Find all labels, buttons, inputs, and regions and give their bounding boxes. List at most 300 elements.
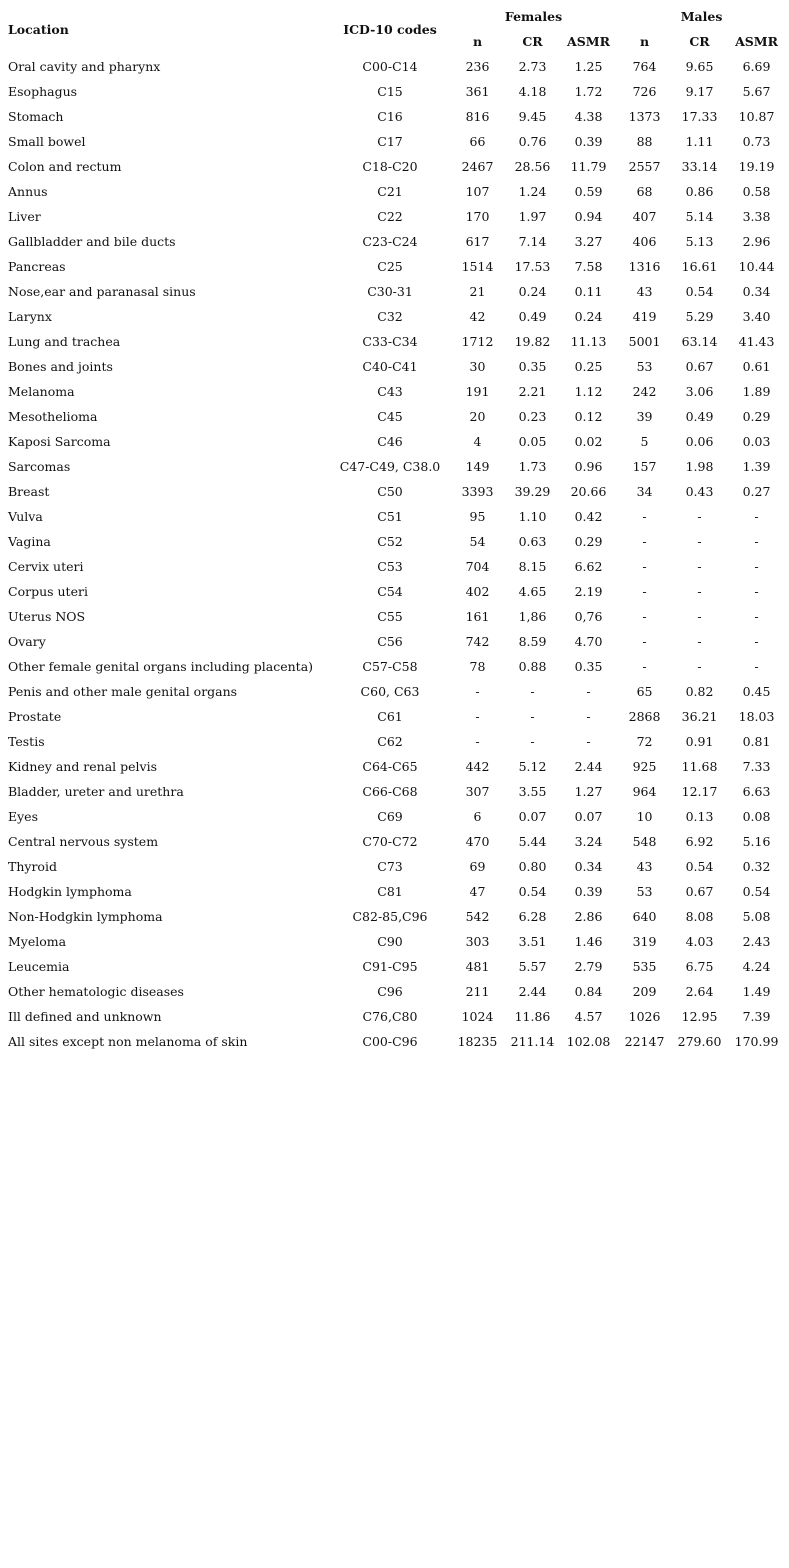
cell-female-cr: 19.82	[514, 334, 551, 349]
cell-icd-code: C45	[377, 409, 403, 424]
cell-female-n: 617	[465, 234, 490, 249]
cell-male-asmr: 0.34	[742, 284, 771, 299]
table-row	[0, 104, 786, 129]
cell-male-cr: 0.67	[685, 359, 714, 374]
cell-female-n: -	[475, 709, 480, 724]
header-location: Location	[8, 21, 69, 37]
cell-male-cr: -	[697, 609, 702, 624]
cell-icd-code: C96	[377, 984, 403, 999]
table-row	[0, 554, 786, 579]
cell-icd-code: C52	[377, 534, 403, 549]
cell-female-asmr: 0.42	[574, 509, 603, 524]
cell-female-asmr: 0.59	[574, 184, 603, 199]
cell-female-asmr: 0.84	[574, 984, 603, 999]
cell-female-asmr: 0.24	[574, 309, 603, 324]
cell-male-cr: 5.13	[685, 234, 714, 249]
cell-female-n: 161	[465, 609, 490, 624]
cell-male-cr: 16.61	[681, 259, 718, 274]
table-row	[0, 79, 786, 104]
cell-male-asmr: 4.24	[742, 959, 771, 974]
table-row	[0, 379, 786, 404]
cell-male-cr: 36.21	[681, 709, 718, 724]
cell-male-n: 764	[632, 59, 657, 74]
cell-male-cr: 33.14	[681, 159, 718, 174]
cell-female-n: 47	[469, 884, 486, 899]
cell-male-asmr: 0.81	[742, 734, 771, 749]
cell-male-asmr: 7.39	[742, 1009, 771, 1024]
cell-location: Vagina	[8, 534, 51, 549]
header-icd: ICD-10 codes	[343, 21, 437, 37]
table-row	[0, 629, 786, 654]
cell-female-cr: 17.53	[514, 259, 551, 274]
cell-male-n: 1373	[628, 109, 661, 124]
cell-icd-code: C25	[377, 259, 403, 274]
cell-male-cr: 2.64	[685, 984, 714, 999]
table-row	[0, 754, 786, 779]
cell-male-cr: -	[697, 584, 702, 599]
cell-male-asmr: -	[754, 609, 759, 624]
cell-female-n: 21	[469, 284, 486, 299]
cell-female-asmr: 2.44	[574, 759, 603, 774]
cell-male-n: 68	[636, 184, 653, 199]
cell-male-n: 10	[636, 809, 653, 824]
cell-icd-code: C81	[377, 884, 403, 899]
cell-male-asmr: 41.43	[738, 334, 775, 349]
cell-female-cr: 3.55	[518, 784, 547, 799]
cell-female-asmr: 102.08	[566, 1034, 611, 1049]
cell-female-n: 470	[465, 834, 490, 849]
cell-male-n: -	[642, 609, 647, 624]
cell-male-cr: 0.82	[685, 684, 714, 699]
cell-location: Nose,ear and paranasal sinus	[8, 284, 196, 299]
cell-female-n: 191	[465, 384, 490, 399]
cell-female-asmr: 6.62	[574, 559, 603, 574]
cell-female-n: 54	[469, 534, 486, 549]
cell-female-cr: 0.35	[518, 359, 547, 374]
cell-female-n: 303	[465, 934, 490, 949]
cell-icd-code: C53	[377, 559, 403, 574]
cell-male-asmr: 19.19	[738, 159, 775, 174]
cell-male-cr: 9.65	[685, 59, 714, 74]
cell-female-n: 361	[465, 84, 490, 99]
cell-female-n: 18235	[457, 1034, 498, 1049]
cell-male-n: 5	[640, 434, 649, 449]
table-row	[0, 254, 786, 279]
cell-female-asmr: 1.27	[574, 784, 603, 799]
cell-female-n: 402	[465, 584, 490, 599]
cell-female-cr: 0.49	[518, 309, 547, 324]
cell-male-cr: 0.86	[685, 184, 714, 199]
cell-male-n: 964	[632, 784, 657, 799]
cell-location: Bones and joints	[8, 359, 113, 374]
cell-female-n: -	[475, 734, 480, 749]
cell-female-cr: 0.76	[518, 134, 547, 149]
cell-female-cr: 3.51	[518, 934, 547, 949]
cell-male-n: 2557	[628, 159, 661, 174]
cell-icd-code: C61	[377, 709, 403, 724]
cell-male-n: -	[642, 559, 647, 574]
cell-female-n: 542	[465, 909, 490, 924]
cell-male-n: 419	[632, 309, 657, 324]
cell-location: Corpus uteri	[8, 584, 88, 599]
cell-location: Leucemia	[8, 959, 70, 974]
table-row	[0, 929, 786, 954]
cell-female-cr: 8.59	[518, 634, 547, 649]
cell-female-n: 170	[465, 209, 490, 224]
cell-male-asmr: 170.99	[734, 1034, 779, 1049]
cell-location: All sites except non melanoma of skin	[8, 1034, 248, 1049]
header-female-n: n	[472, 34, 483, 49]
cell-female-n: 236	[465, 59, 490, 74]
cell-male-asmr: -	[754, 559, 759, 574]
table-row	[0, 129, 786, 154]
cell-female-n: 211	[465, 984, 490, 999]
cell-female-n: 42	[469, 309, 486, 324]
cell-location: Liver	[8, 209, 41, 224]
cell-female-cr: 5.44	[518, 834, 547, 849]
cell-female-asmr: 0.29	[574, 534, 603, 549]
cell-icd-code: C55	[377, 609, 403, 624]
table-row	[0, 904, 786, 929]
cell-male-n: 2868	[628, 709, 661, 724]
cell-male-cr: 5.29	[685, 309, 714, 324]
cell-location: Colon and rectum	[8, 159, 122, 174]
cell-female-asmr: -	[586, 734, 591, 749]
cell-location: Penis and other male genital organs	[8, 684, 238, 699]
cell-female-asmr: 7.58	[574, 259, 603, 274]
cell-female-asmr: 4.57	[574, 1009, 603, 1024]
table-row	[0, 204, 786, 229]
cell-female-asmr: 0.39	[574, 884, 603, 899]
cell-female-asmr: 20.66	[570, 484, 607, 499]
cell-male-n: 43	[636, 284, 653, 299]
cell-female-asmr: 0.39	[574, 134, 603, 149]
cell-female-cr: 28.56	[514, 159, 551, 174]
cell-female-asmr: 4.70	[574, 634, 603, 649]
cell-icd-code: C76,C80	[362, 1009, 418, 1024]
cell-female-n: 2467	[461, 159, 494, 174]
cell-female-n: 742	[465, 634, 490, 649]
cell-male-asmr: 18.03	[738, 709, 775, 724]
cell-male-n: 1026	[628, 1009, 661, 1024]
cell-female-cr: 1.73	[518, 459, 547, 474]
header-male-n: n	[639, 34, 650, 49]
cell-female-asmr: 3.24	[574, 834, 603, 849]
cell-location: Kaposi Sarcoma	[8, 434, 111, 449]
table-row	[0, 1004, 786, 1029]
cell-location: Prostate	[8, 709, 62, 724]
cell-location: Vulva	[8, 509, 43, 524]
cell-icd-code: C73	[377, 859, 403, 874]
cell-female-cr: 1.10	[518, 509, 547, 524]
cell-male-n: 88	[636, 134, 653, 149]
cell-location: Ill defined and unknown	[8, 1009, 162, 1024]
cell-female-asmr: 1.46	[574, 934, 603, 949]
cell-male-n: 242	[632, 384, 657, 399]
table-row	[0, 1029, 786, 1054]
table-row	[0, 229, 786, 254]
cell-male-cr: 1.98	[685, 459, 714, 474]
cell-male-asmr: -	[754, 584, 759, 599]
cell-icd-code: C00-C96	[362, 1034, 418, 1049]
cell-male-cr: 3.06	[685, 384, 714, 399]
cell-female-asmr: 11.13	[570, 334, 607, 349]
cell-location: Stomach	[8, 109, 64, 124]
cell-female-asmr: 1.12	[574, 384, 603, 399]
cell-female-asmr: 0,76	[574, 609, 603, 624]
cell-female-asmr: 0.12	[574, 409, 603, 424]
cell-icd-code: C90	[377, 934, 403, 949]
cell-female-cr: 0.63	[518, 534, 547, 549]
cell-location: Small bowel	[8, 134, 86, 149]
cell-location: Thyroid	[8, 859, 57, 874]
cell-male-asmr: 1.89	[742, 384, 771, 399]
table-row	[0, 429, 786, 454]
cell-icd-code: C50	[377, 484, 403, 499]
cell-male-asmr: 0.32	[742, 859, 771, 874]
table-row	[0, 854, 786, 879]
cell-female-asmr: 0.02	[574, 434, 603, 449]
table-row	[0, 479, 786, 504]
cell-male-n: 406	[632, 234, 657, 249]
cell-female-n: 149	[465, 459, 490, 474]
table-row	[0, 804, 786, 829]
cell-male-n: 43	[636, 859, 653, 874]
table-row	[0, 54, 786, 79]
cell-female-asmr: 0.96	[574, 459, 603, 474]
table-row	[0, 954, 786, 979]
cell-female-cr: 2.21	[518, 384, 547, 399]
cell-male-n: 535	[632, 959, 657, 974]
cell-male-cr: -	[697, 634, 702, 649]
cell-male-cr: 0.67	[685, 884, 714, 899]
cell-female-cr: 2.44	[518, 984, 547, 999]
cell-icd-code: C16	[377, 109, 403, 124]
cell-male-asmr: 0.73	[742, 134, 771, 149]
cell-male-n: 53	[636, 359, 653, 374]
table-row	[0, 779, 786, 804]
cell-male-asmr: 0.08	[742, 809, 771, 824]
cell-location: Uterus NOS	[8, 609, 86, 624]
cell-icd-code: C69	[377, 809, 403, 824]
cell-icd-code: C33-C34	[362, 334, 418, 349]
cell-male-asmr: 10.87	[738, 109, 775, 124]
cell-female-n: 1712	[461, 334, 494, 349]
cell-male-cr: 12.95	[681, 1009, 718, 1024]
cell-male-cr: 0.49	[685, 409, 714, 424]
cell-female-cr: -	[530, 709, 535, 724]
cell-female-cr: 39.29	[514, 484, 551, 499]
cell-location: Sarcomas	[8, 459, 71, 474]
cell-male-cr: 0.43	[685, 484, 714, 499]
cell-male-asmr: -	[754, 534, 759, 549]
table-row	[0, 979, 786, 1004]
cell-male-cr: 0.13	[685, 809, 714, 824]
cell-male-n: -	[642, 534, 647, 549]
table-row	[0, 729, 786, 754]
cell-location: Bladder, ureter and urethra	[8, 784, 184, 799]
cell-female-cr: 0.23	[518, 409, 547, 424]
cell-male-cr: 63.14	[681, 334, 718, 349]
cell-male-cr: 0.91	[685, 734, 714, 749]
header-male-cr: CR	[689, 34, 710, 49]
cell-male-asmr: 1.39	[742, 459, 771, 474]
cell-location: Lung and trachea	[8, 334, 121, 349]
cell-icd-code: C56	[377, 634, 403, 649]
cell-male-cr: 6.75	[685, 959, 714, 974]
cell-icd-code: C17	[377, 134, 403, 149]
cell-male-asmr: 0.27	[742, 484, 771, 499]
cell-location: Cervix uteri	[8, 559, 84, 574]
cell-female-cr: 2.73	[518, 59, 547, 74]
cell-icd-code: C82-85,C96	[352, 909, 428, 924]
cell-male-cr: 11.68	[681, 759, 718, 774]
cell-female-cr: 0.88	[518, 659, 547, 674]
cell-male-asmr: 5.08	[742, 909, 771, 924]
incidence-table	[0, 4, 786, 1054]
cell-female-asmr: 1.72	[574, 84, 603, 99]
cell-male-cr: 5.14	[685, 209, 714, 224]
cell-male-asmr: 3.38	[742, 209, 771, 224]
cell-male-n: 72	[636, 734, 653, 749]
cell-female-cr: 0.80	[518, 859, 547, 874]
table-row	[0, 404, 786, 429]
cell-icd-code: C40-C41	[362, 359, 418, 374]
cell-male-asmr: -	[754, 634, 759, 649]
cell-icd-code: C54	[377, 584, 403, 599]
cell-icd-code: C43	[377, 384, 403, 399]
cell-male-asmr: 2.43	[742, 934, 771, 949]
cell-female-n: 107	[465, 184, 490, 199]
cell-male-cr: 279.60	[677, 1034, 722, 1049]
cell-location: Central nervous system	[8, 834, 159, 849]
cell-male-asmr: 0.45	[742, 684, 771, 699]
cell-male-cr: 9.17	[685, 84, 714, 99]
cell-male-cr: 12.17	[681, 784, 718, 799]
cell-male-cr: 8.08	[685, 909, 714, 924]
cell-male-cr: -	[697, 534, 702, 549]
cell-female-cr: -	[530, 684, 535, 699]
cell-male-asmr: 7.33	[742, 759, 771, 774]
cell-female-n: 442	[465, 759, 490, 774]
cell-location: Esophagus	[8, 84, 78, 99]
cell-male-asmr: 3.40	[742, 309, 771, 324]
cell-male-asmr: 1.49	[742, 984, 771, 999]
cell-male-asmr: 0.03	[742, 434, 771, 449]
cell-location: Eyes	[8, 809, 38, 824]
cell-male-cr: 4.03	[685, 934, 714, 949]
cell-male-cr: 1.11	[685, 134, 714, 149]
cell-male-n: 34	[636, 484, 653, 499]
table-row	[0, 504, 786, 529]
header-female-cr: CR	[522, 34, 543, 49]
cell-female-n: 1514	[461, 259, 494, 274]
cell-location: Gallbladder and bile ducts	[8, 234, 176, 249]
cell-icd-code: C62	[377, 734, 403, 749]
cell-male-cr: 17.33	[681, 109, 718, 124]
cell-female-n: 4	[473, 434, 482, 449]
cell-male-asmr: -	[754, 509, 759, 524]
cell-icd-code: C30-31	[367, 284, 413, 299]
cell-female-cr: 0.07	[518, 809, 547, 824]
cell-female-n: 95	[469, 509, 486, 524]
cell-icd-code: C70-C72	[362, 834, 418, 849]
cell-female-asmr: 2.79	[574, 959, 603, 974]
cell-female-n: 3393	[461, 484, 494, 499]
cell-female-cr: 1.24	[518, 184, 547, 199]
cell-location: Kidney and renal pelvis	[8, 759, 158, 774]
cell-location: Myeloma	[8, 934, 67, 949]
table-row	[0, 879, 786, 904]
table-row	[0, 154, 786, 179]
table-row	[0, 604, 786, 629]
cell-male-cr: 0.54	[685, 284, 714, 299]
table-row	[0, 354, 786, 379]
cell-male-n: 22147	[624, 1034, 665, 1049]
cell-icd-code: C60, C63	[360, 684, 420, 699]
cell-female-cr: 4.65	[518, 584, 547, 599]
cell-male-n: 319	[632, 934, 657, 949]
cell-female-asmr: 0.07	[574, 809, 603, 824]
table-row	[0, 529, 786, 554]
cell-icd-code: C00-C14	[362, 59, 418, 74]
cell-location: Annus	[8, 184, 48, 199]
table-row	[0, 829, 786, 854]
cell-male-n: -	[642, 509, 647, 524]
cell-female-cr: 5.12	[518, 759, 547, 774]
cell-location: Oral cavity and pharynx	[8, 59, 161, 74]
cell-male-cr: 6.92	[685, 834, 714, 849]
cell-female-n: 69	[469, 859, 486, 874]
cell-female-cr: 0.05	[518, 434, 547, 449]
cell-male-cr: -	[697, 559, 702, 574]
cell-location: Breast	[8, 484, 50, 499]
header-females: Females	[504, 9, 563, 24]
cell-icd-code: C47-C49, C38.0	[339, 459, 441, 474]
cell-icd-code: C15	[377, 84, 403, 99]
cell-male-n: 65	[636, 684, 653, 699]
cell-icd-code: C21	[377, 184, 403, 199]
table-row	[0, 179, 786, 204]
cell-female-cr: 9.45	[518, 109, 547, 124]
cell-male-n: 53	[636, 884, 653, 899]
cell-female-n: -	[475, 684, 480, 699]
cell-female-n: 30	[469, 359, 486, 374]
cell-icd-code: C32	[377, 309, 403, 324]
table-body	[0, 54, 786, 1054]
table-row	[0, 304, 786, 329]
cell-female-cr: 8.15	[518, 559, 547, 574]
cell-female-asmr: 11.79	[570, 159, 607, 174]
cell-male-n: -	[642, 634, 647, 649]
cell-male-n: 157	[632, 459, 657, 474]
cell-location: Mesothelioma	[8, 409, 98, 424]
cell-male-n: 5001	[628, 334, 661, 349]
cell-female-cr: 0.24	[518, 284, 547, 299]
cell-female-asmr: 4.38	[574, 109, 603, 124]
cell-female-asmr: 0.25	[574, 359, 603, 374]
cell-male-asmr: 6.63	[742, 784, 771, 799]
cell-icd-code: C46	[377, 434, 403, 449]
cell-female-asmr: 1.25	[574, 59, 603, 74]
cell-male-asmr: 0.61	[742, 359, 771, 374]
cell-location: Melanoma	[8, 384, 75, 399]
cell-male-asmr: 5.16	[742, 834, 771, 849]
cell-icd-code: C18-C20	[362, 159, 418, 174]
cell-location: Non-Hodgkin lymphoma	[8, 909, 163, 924]
cell-male-n: 39	[636, 409, 653, 424]
cell-male-asmr: -	[754, 659, 759, 674]
